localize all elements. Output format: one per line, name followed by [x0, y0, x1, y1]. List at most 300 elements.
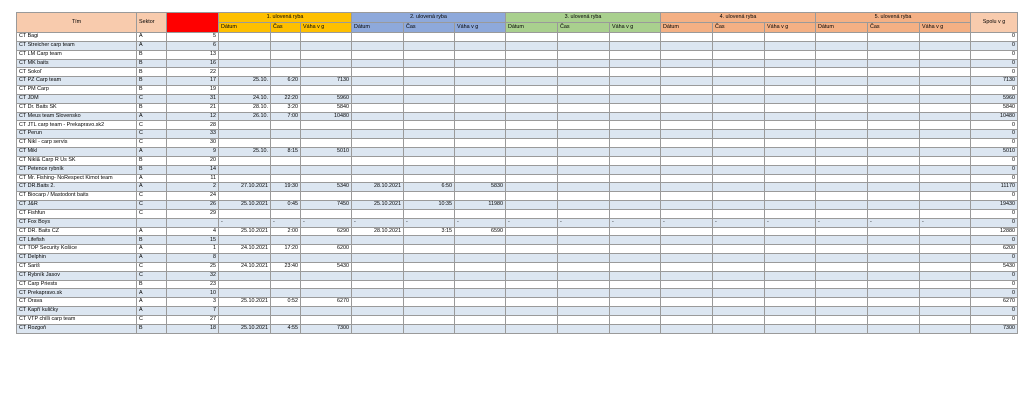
fish-date-cell[interactable] [506, 201, 558, 210]
fish-weight-cell[interactable]: - [610, 218, 661, 227]
place-cell[interactable]: 3 [167, 298, 219, 307]
fish-date-cell[interactable] [352, 147, 404, 156]
sector-cell[interactable]: B [137, 280, 167, 289]
fish-weight-cell[interactable]: 5430 [301, 262, 352, 271]
fish-weight-cell[interactable] [610, 103, 661, 112]
fish-weight-cell[interactable] [610, 307, 661, 316]
fish-time-cell[interactable] [404, 59, 455, 68]
fish-weight-cell[interactable] [920, 262, 971, 271]
fish-date-cell[interactable] [352, 192, 404, 201]
fish-time-cell[interactable]: 7:00 [271, 112, 301, 121]
total-cell[interactable]: 0 [971, 289, 1018, 298]
fish-date-cell[interactable] [661, 192, 713, 201]
fish-date-cell[interactable] [506, 41, 558, 50]
fish-weight-cell[interactable] [765, 298, 816, 307]
fish-time-cell[interactable] [558, 262, 610, 271]
fish-time-cell[interactable] [868, 77, 920, 86]
fish-weight-cell[interactable] [765, 156, 816, 165]
team-cell[interactable]: CT Mikl [17, 147, 137, 156]
sector-cell[interactable]: C [137, 192, 167, 201]
fish-date-cell[interactable] [661, 94, 713, 103]
place-cell[interactable]: 23 [167, 280, 219, 289]
fish-date-cell[interactable] [816, 41, 868, 50]
fish-weight-cell[interactable] [765, 324, 816, 333]
fish-weight-cell[interactable] [610, 236, 661, 245]
fish-weight-cell[interactable] [301, 121, 352, 130]
fish-weight-cell[interactable] [920, 209, 971, 218]
fish-date-cell[interactable]: 25.10.2021 [219, 201, 271, 210]
fish-date-cell[interactable] [661, 68, 713, 77]
fish-weight-cell[interactable]: 6590 [455, 227, 506, 236]
fish-weight-cell[interactable] [301, 156, 352, 165]
fish-time-cell[interactable] [713, 262, 765, 271]
fish-date-cell[interactable] [219, 59, 271, 68]
fish-time-cell[interactable] [271, 192, 301, 201]
total-cell[interactable]: 0 [971, 254, 1018, 263]
fish-date-cell[interactable] [506, 254, 558, 263]
fish-time-cell[interactable] [868, 307, 920, 316]
fish-time-cell[interactable] [713, 86, 765, 95]
total-cell[interactable]: 0 [971, 156, 1018, 165]
place-cell[interactable]: 29 [167, 209, 219, 218]
fish-time-cell[interactable] [868, 50, 920, 59]
total-cell[interactable]: 0 [971, 130, 1018, 139]
total-cell[interactable]: 7130 [971, 77, 1018, 86]
fish-time-cell[interactable] [404, 262, 455, 271]
fish-time-cell[interactable] [868, 245, 920, 254]
fish-weight-cell[interactable] [920, 68, 971, 77]
fish-weight-cell[interactable] [765, 33, 816, 42]
fish-date-cell[interactable] [506, 86, 558, 95]
fish-weight-cell[interactable] [610, 174, 661, 183]
fish-date-cell[interactable] [352, 68, 404, 77]
fish-weight-cell[interactable] [610, 316, 661, 325]
fish-time-cell[interactable] [713, 41, 765, 50]
sector-cell[interactable]: A [137, 183, 167, 192]
team-cell[interactable]: CT Orava [17, 298, 137, 307]
fish-date-cell[interactable]: - [352, 218, 404, 227]
fish-time-cell[interactable] [868, 147, 920, 156]
fish-date-cell[interactable] [816, 183, 868, 192]
place-cell[interactable]: 7 [167, 307, 219, 316]
fish-weight-cell[interactable] [920, 174, 971, 183]
fish-time-cell[interactable] [713, 68, 765, 77]
fish-time-cell[interactable] [558, 77, 610, 86]
fish-date-cell[interactable] [352, 121, 404, 130]
fish-weight-cell[interactable] [610, 324, 661, 333]
fish-weight-cell[interactable] [920, 139, 971, 148]
fish-time-cell[interactable]: 3:20 [271, 103, 301, 112]
sector-cell[interactable]: B [137, 77, 167, 86]
fish-time-cell[interactable] [713, 50, 765, 59]
fish-time-cell[interactable] [868, 165, 920, 174]
fish-date-cell[interactable] [816, 324, 868, 333]
fish-weight-cell[interactable] [920, 103, 971, 112]
fish-weight-cell[interactable] [920, 147, 971, 156]
team-cell[interactable]: CT Perun [17, 130, 137, 139]
fish-date-cell[interactable] [506, 262, 558, 271]
fish-time-cell[interactable] [713, 156, 765, 165]
place-cell[interactable]: 18 [167, 324, 219, 333]
fish-time-cell[interactable] [271, 236, 301, 245]
fish-time-cell[interactable] [868, 271, 920, 280]
fish-time-cell[interactable] [558, 112, 610, 121]
fish-date-cell[interactable] [816, 254, 868, 263]
fish-weight-cell[interactable] [765, 236, 816, 245]
fish-date-cell[interactable] [506, 77, 558, 86]
fish-weight-cell[interactable] [765, 59, 816, 68]
fish-date-cell[interactable] [352, 139, 404, 148]
team-cell[interactable]: CT Nikl - carp servis [17, 139, 137, 148]
fish-weight-cell[interactable] [455, 112, 506, 121]
fish-time-cell[interactable] [271, 316, 301, 325]
sector-cell[interactable] [137, 218, 167, 227]
fish-date-cell[interactable] [506, 147, 558, 156]
fish-date-cell[interactable]: - [219, 218, 271, 227]
fish-time-cell[interactable] [271, 139, 301, 148]
fish-time-cell[interactable] [713, 147, 765, 156]
place-cell[interactable]: 9 [167, 147, 219, 156]
fish-time-cell[interactable]: - [713, 218, 765, 227]
fish-date-cell[interactable] [506, 183, 558, 192]
fish-weight-cell[interactable] [301, 139, 352, 148]
fish-time-cell[interactable] [868, 183, 920, 192]
place-cell[interactable]: 22 [167, 68, 219, 77]
team-cell[interactable]: CT TOP Security Košice [17, 245, 137, 254]
fish-date-cell[interactable] [661, 77, 713, 86]
team-cell[interactable]: CT J&R [17, 201, 137, 210]
fish-weight-cell[interactable] [455, 209, 506, 218]
fish-weight-cell[interactable] [610, 33, 661, 42]
fish-date-cell[interactable]: 28.10.2021 [352, 183, 404, 192]
place-cell[interactable]: 24 [167, 192, 219, 201]
sector-cell[interactable]: B [137, 324, 167, 333]
fish-date-cell[interactable] [816, 209, 868, 218]
fish-weight-cell[interactable] [455, 307, 506, 316]
fish-weight-cell[interactable] [610, 209, 661, 218]
fish-date-cell[interactable] [661, 165, 713, 174]
fish-weight-cell[interactable]: 5960 [301, 94, 352, 103]
fish-date-cell[interactable] [661, 236, 713, 245]
place-cell[interactable]: 21 [167, 103, 219, 112]
fish-time-cell[interactable] [404, 86, 455, 95]
fish-date-cell[interactable] [506, 245, 558, 254]
sector-cell[interactable]: C [137, 262, 167, 271]
fish-weight-cell[interactable] [301, 289, 352, 298]
fish-weight-cell[interactable] [765, 262, 816, 271]
fish-weight-cell[interactable] [920, 289, 971, 298]
fish-time-cell[interactable] [404, 121, 455, 130]
team-cell[interactable]: CT Petence rybník [17, 165, 137, 174]
fish-date-cell[interactable] [816, 298, 868, 307]
fish-time-cell[interactable] [868, 112, 920, 121]
fish-time-cell[interactable] [868, 139, 920, 148]
fish-time-cell[interactable] [271, 156, 301, 165]
fish-date-cell[interactable] [661, 289, 713, 298]
fish-date-cell[interactable] [661, 227, 713, 236]
fish-date-cell[interactable] [219, 86, 271, 95]
fish-date-cell[interactable] [352, 50, 404, 59]
sector-cell[interactable]: B [137, 50, 167, 59]
fish-date-cell[interactable] [506, 192, 558, 201]
fish-weight-cell[interactable] [920, 86, 971, 95]
fish-time-cell[interactable] [868, 68, 920, 77]
fish-time-cell[interactable] [868, 192, 920, 201]
fish-weight-cell[interactable]: 7130 [301, 77, 352, 86]
total-cell[interactable]: 10480 [971, 112, 1018, 121]
fish-time-cell[interactable] [713, 94, 765, 103]
fish-time-cell[interactable] [868, 254, 920, 263]
fish-weight-cell[interactable] [920, 94, 971, 103]
team-cell[interactable]: CT Delphin [17, 254, 137, 263]
fish-weight-cell[interactable] [765, 245, 816, 254]
fish-weight-cell[interactable] [610, 192, 661, 201]
fish-date-cell[interactable] [506, 103, 558, 112]
fish-time-cell[interactable] [558, 165, 610, 174]
fish-weight-cell[interactable] [765, 147, 816, 156]
fish-time-cell[interactable] [713, 298, 765, 307]
fish-date-cell[interactable] [506, 50, 558, 59]
fish-weight-cell[interactable] [455, 139, 506, 148]
fish-weight-cell[interactable] [765, 77, 816, 86]
fish-weight-cell[interactable] [765, 41, 816, 50]
place-cell[interactable]: 28 [167, 121, 219, 130]
fish-time-cell[interactable] [558, 201, 610, 210]
sector-cell[interactable]: B [137, 68, 167, 77]
place-cell[interactable]: 4 [167, 227, 219, 236]
sector-cell[interactable]: A [137, 298, 167, 307]
sector-cell[interactable]: A [137, 289, 167, 298]
place-cell[interactable]: 32 [167, 271, 219, 280]
fish-date-cell[interactable] [816, 59, 868, 68]
fish-weight-cell[interactable] [920, 121, 971, 130]
team-cell[interactable]: CT DR. Baits CZ [17, 227, 137, 236]
fish-time-cell[interactable]: - [271, 218, 301, 227]
fish-weight-cell[interactable] [301, 130, 352, 139]
fish-time-cell[interactable] [558, 183, 610, 192]
fish-weight-cell[interactable] [455, 236, 506, 245]
fish-weight-cell[interactable] [920, 183, 971, 192]
sector-cell[interactable]: A [137, 307, 167, 316]
fish-date-cell[interactable]: 25.10.2021 [219, 324, 271, 333]
sector-cell[interactable]: C [137, 130, 167, 139]
fish-weight-cell[interactable] [920, 165, 971, 174]
place-cell[interactable]: 20 [167, 156, 219, 165]
sector-cell[interactable]: B [137, 103, 167, 112]
fish-time-cell[interactable] [404, 68, 455, 77]
fish-weight-cell[interactable] [610, 77, 661, 86]
fish-time-cell[interactable] [868, 316, 920, 325]
team-cell[interactable]: CT JDM [17, 94, 137, 103]
fish-time-cell[interactable] [404, 236, 455, 245]
total-cell[interactable]: 0 [971, 174, 1018, 183]
fish-date-cell[interactable] [352, 77, 404, 86]
fish-weight-cell[interactable] [610, 254, 661, 263]
fish-time-cell[interactable] [558, 316, 610, 325]
fish-time-cell[interactable] [713, 112, 765, 121]
team-cell[interactable]: CT Šariš [17, 262, 137, 271]
fish-weight-cell[interactable] [920, 271, 971, 280]
fish-time-cell[interactable] [868, 324, 920, 333]
fish-time-cell[interactable]: 0:45 [271, 201, 301, 210]
fish-weight-cell[interactable] [301, 192, 352, 201]
fish-date-cell[interactable] [816, 130, 868, 139]
fish-date-cell[interactable] [661, 139, 713, 148]
fish-time-cell[interactable] [271, 121, 301, 130]
fish-date-cell[interactable]: 24.10.2021 [219, 262, 271, 271]
fish-time-cell[interactable] [271, 280, 301, 289]
fish-weight-cell[interactable] [301, 280, 352, 289]
fish-weight-cell[interactable] [301, 271, 352, 280]
fish-weight-cell[interactable] [455, 59, 506, 68]
fish-time-cell[interactable] [404, 245, 455, 254]
fish-time-cell[interactable] [868, 227, 920, 236]
fish-time-cell[interactable] [868, 33, 920, 42]
fish-date-cell[interactable] [506, 68, 558, 77]
place-cell[interactable]: 10 [167, 289, 219, 298]
fish-date-cell[interactable] [506, 139, 558, 148]
fish-date-cell[interactable] [352, 307, 404, 316]
fish-time-cell[interactable] [713, 271, 765, 280]
fish-time-cell[interactable] [713, 227, 765, 236]
fish-date-cell[interactable] [661, 130, 713, 139]
fish-time-cell[interactable] [558, 86, 610, 95]
fish-date-cell[interactable] [219, 307, 271, 316]
fish-time-cell[interactable] [404, 147, 455, 156]
team-cell[interactable]: CT Streicher carp team [17, 41, 137, 50]
fish-date-cell[interactable] [506, 324, 558, 333]
place-cell[interactable]: 27 [167, 316, 219, 325]
fish-weight-cell[interactable]: 5010 [301, 147, 352, 156]
fish-date-cell[interactable] [506, 227, 558, 236]
fish-date-cell[interactable]: 24.10.2021 [219, 245, 271, 254]
fish-date-cell[interactable] [219, 130, 271, 139]
fish-time-cell[interactable] [713, 59, 765, 68]
fish-date-cell[interactable] [816, 280, 868, 289]
fish-time-cell[interactable] [713, 174, 765, 183]
fish-time-cell[interactable] [713, 201, 765, 210]
fish-date-cell[interactable] [219, 33, 271, 42]
fish-date-cell[interactable] [816, 316, 868, 325]
total-cell[interactable]: 0 [971, 139, 1018, 148]
fish-time-cell[interactable] [404, 209, 455, 218]
fish-time-cell[interactable] [558, 227, 610, 236]
fish-time-cell[interactable] [713, 280, 765, 289]
fish-date-cell[interactable] [506, 316, 558, 325]
team-cell[interactable]: CT MK baits [17, 59, 137, 68]
fish-weight-cell[interactable] [455, 262, 506, 271]
fish-time-cell[interactable] [868, 298, 920, 307]
fish-weight-cell[interactable] [455, 165, 506, 174]
fish-date-cell[interactable] [506, 59, 558, 68]
total-cell[interactable]: 6270 [971, 298, 1018, 307]
fish-time-cell[interactable] [713, 33, 765, 42]
fish-date-cell[interactable]: 25.10. [219, 147, 271, 156]
sector-cell[interactable]: A [137, 147, 167, 156]
place-cell[interactable]: 6 [167, 41, 219, 50]
fish-time-cell[interactable] [404, 307, 455, 316]
fish-date-cell[interactable] [352, 59, 404, 68]
fish-weight-cell[interactable] [610, 201, 661, 210]
fish-date-cell[interactable] [816, 307, 868, 316]
team-cell[interactable]: CT Fox Boys [17, 218, 137, 227]
fish-time-cell[interactable] [404, 192, 455, 201]
fish-date-cell[interactable] [506, 94, 558, 103]
fish-date-cell[interactable]: 28.10.2021 [352, 227, 404, 236]
fish-date-cell[interactable] [219, 165, 271, 174]
fish-date-cell[interactable] [352, 130, 404, 139]
place-cell[interactable]: 19 [167, 86, 219, 95]
place-cell[interactable]: 15 [167, 236, 219, 245]
fish-date-cell[interactable] [661, 324, 713, 333]
team-cell[interactable]: CT Sokoľ [17, 68, 137, 77]
sector-cell[interactable]: C [137, 316, 167, 325]
fish-date-cell[interactable]: - [506, 218, 558, 227]
fish-date-cell[interactable] [661, 147, 713, 156]
fish-date-cell[interactable] [219, 289, 271, 298]
fish-date-cell[interactable] [661, 174, 713, 183]
team-cell[interactable]: CT Prekapravo.sk [17, 289, 137, 298]
fish-date-cell[interactable] [816, 289, 868, 298]
fish-weight-cell[interactable] [455, 121, 506, 130]
fish-time-cell[interactable] [713, 103, 765, 112]
fish-time-cell[interactable] [558, 33, 610, 42]
fish-date-cell[interactable] [219, 209, 271, 218]
fish-date-cell[interactable] [219, 50, 271, 59]
fish-date-cell[interactable] [661, 50, 713, 59]
fish-date-cell[interactable] [352, 262, 404, 271]
fish-weight-cell[interactable] [610, 271, 661, 280]
fish-time-cell[interactable] [271, 68, 301, 77]
fish-time-cell[interactable] [404, 324, 455, 333]
fish-date-cell[interactable] [661, 183, 713, 192]
fish-time-cell[interactable] [271, 209, 301, 218]
fish-weight-cell[interactable] [610, 139, 661, 148]
fish-date-cell[interactable] [352, 271, 404, 280]
fish-weight-cell[interactable]: 11980 [455, 201, 506, 210]
fish-time-cell[interactable]: 6:20 [271, 77, 301, 86]
fish-weight-cell[interactable]: 10480 [301, 112, 352, 121]
fish-date-cell[interactable] [816, 201, 868, 210]
fish-time-cell[interactable] [271, 86, 301, 95]
fish-time-cell[interactable] [713, 192, 765, 201]
total-cell[interactable]: 0 [971, 218, 1018, 227]
fish-weight-cell[interactable] [920, 280, 971, 289]
fish-weight-cell[interactable] [920, 245, 971, 254]
fish-time-cell[interactable] [713, 77, 765, 86]
fish-date-cell[interactable] [352, 316, 404, 325]
fish-weight-cell[interactable] [765, 209, 816, 218]
fish-weight-cell[interactable] [610, 59, 661, 68]
fish-weight-cell[interactable] [610, 165, 661, 174]
fish-date-cell[interactable] [219, 236, 271, 245]
fish-date-cell[interactable] [816, 227, 868, 236]
sector-cell[interactable]: A [137, 245, 167, 254]
fish-weight-cell[interactable] [610, 86, 661, 95]
fish-time-cell[interactable]: 2:00 [271, 227, 301, 236]
fish-time-cell[interactable] [713, 254, 765, 263]
fish-date-cell[interactable]: 25.10.2021 [219, 298, 271, 307]
total-cell[interactable]: 5430 [971, 262, 1018, 271]
fish-time-cell[interactable] [558, 68, 610, 77]
fish-time-cell[interactable] [558, 139, 610, 148]
fish-time-cell[interactable]: - [558, 218, 610, 227]
fish-time-cell[interactable]: 10:35 [404, 201, 455, 210]
fish-date-cell[interactable] [506, 209, 558, 218]
fish-weight-cell[interactable] [765, 271, 816, 280]
fish-weight-cell[interactable] [455, 280, 506, 289]
place-cell[interactable]: 5 [167, 33, 219, 42]
